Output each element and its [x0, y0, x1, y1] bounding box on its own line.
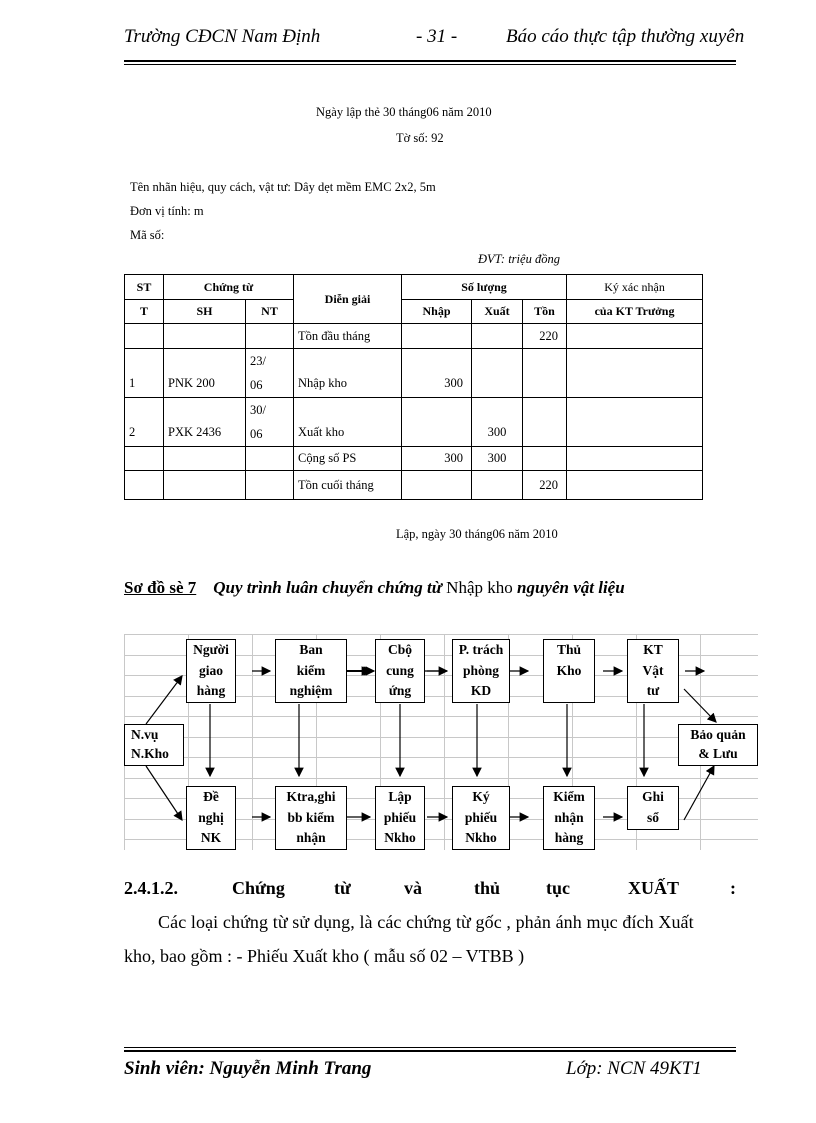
- box-text: KD: [470, 683, 492, 698]
- cell-bal: [523, 447, 567, 471]
- box-text: nhận: [554, 809, 584, 825]
- col-stt-bottom: T: [125, 300, 164, 324]
- footer-class: Lớp: NCN 49KT1: [566, 1058, 702, 1079]
- box-thu-kho: [543, 639, 595, 703]
- box-text: phòng: [462, 662, 500, 678]
- box-text: Nkho: [465, 830, 497, 845]
- subsection-number: 2.4.1.2.: [124, 878, 178, 898]
- cell-out: [472, 471, 523, 500]
- cell-sign: [567, 324, 703, 349]
- box-text: Ban: [299, 642, 323, 657]
- box-text: Người: [193, 642, 229, 657]
- box-text: Đề: [203, 789, 219, 804]
- box-text: Kiểm: [553, 789, 585, 804]
- box-text: tư: [646, 683, 660, 698]
- box-text: nghiệm: [289, 683, 333, 698]
- cell-nt: [246, 471, 294, 500]
- box-ban-kiem-nghiem: [275, 639, 347, 703]
- cell-desc: Nhập kho: [294, 349, 402, 398]
- cell-sign: [567, 447, 703, 471]
- cell-sign: [567, 471, 703, 500]
- cell-in: [402, 398, 472, 447]
- diagram-title-b: Nhập kho: [446, 578, 513, 597]
- subsection-word: :: [730, 878, 736, 898]
- col-desc: Diễn giải: [294, 275, 402, 324]
- cell-in: [402, 471, 472, 500]
- subsection-word: tục: [546, 878, 570, 898]
- box-ky-phieu-nkho: [452, 786, 510, 850]
- cell-out: [472, 349, 523, 398]
- box-text: Nkho: [384, 830, 416, 845]
- cell-bal: 220: [523, 471, 567, 500]
- diagram-title-a: Quy trình luân chuyển chứng từ: [213, 578, 442, 597]
- table-row: [125, 398, 703, 447]
- col-sign-bottom: của KT Trưởng: [567, 300, 703, 324]
- col-sign-top: Ký xác nhận: [567, 275, 703, 300]
- box-text: P. trách: [458, 642, 504, 657]
- col-out: Xuất: [472, 300, 523, 324]
- arrow-fan-up: [146, 676, 182, 724]
- cell-sh: PNK 200: [164, 349, 246, 398]
- brand-line: Tên nhãn hiệu, quy cách, vật tư: Dây dẹt mềm EMC 2x2, 5m: [130, 180, 436, 194]
- header-school: Trường CĐCN Nam Định: [124, 26, 321, 47]
- subsection-word: Chứng: [232, 878, 285, 898]
- box-text: phiếu: [464, 809, 498, 825]
- table-row: [125, 447, 703, 471]
- cell-out: 300: [472, 447, 523, 471]
- header-rule-bottom: [124, 64, 736, 65]
- box-text: Ký: [472, 789, 490, 804]
- subsection-word: XUẤT: [628, 878, 680, 898]
- box-lap-phieu-nkho: [375, 786, 425, 850]
- cell-sign: [567, 349, 703, 398]
- table-row: [125, 471, 703, 500]
- arrow-fan-down: [146, 766, 182, 820]
- box-text: Kho: [556, 662, 582, 678]
- currency-unit: ĐVT: triệu đồng: [478, 252, 560, 266]
- cell-in: [402, 324, 472, 349]
- box-kt-vat-tu: [627, 639, 679, 703]
- cell-out: [472, 324, 523, 349]
- box-text: NK: [200, 830, 222, 845]
- paragraph-line-2: kho, bao gồm : - Phiếu Xuất kho ( mẫu số 02 – VTBB ): [124, 946, 525, 966]
- box-text: N.vụ: [131, 727, 159, 742]
- cell-stt: 1: [125, 349, 164, 398]
- table-header-row: [125, 275, 703, 300]
- col-in: Nhập: [402, 300, 472, 324]
- box-text: bb kiểm: [287, 809, 335, 825]
- box-text: nghị: [198, 809, 224, 825]
- footer-rule-bottom: [124, 1050, 736, 1052]
- box-text: Ktra,ghi: [286, 789, 336, 804]
- cell-nt-month: 06: [250, 378, 263, 392]
- header-page-number: - 31 -: [416, 26, 458, 47]
- box-kiem-nhan-hang: [543, 786, 595, 850]
- cell-nt: [246, 398, 294, 447]
- cell-in: 300: [402, 349, 472, 398]
- box-text: Cbộ: [387, 642, 412, 657]
- cell-sign: [567, 398, 703, 447]
- cell-bal: [523, 349, 567, 398]
- cell-nt-day: 30/: [250, 403, 266, 417]
- col-doc: Chứng từ: [164, 275, 294, 300]
- col-sh: SH: [164, 300, 246, 324]
- cell-stt: [125, 471, 164, 500]
- arrow-right-in-top: [684, 689, 716, 722]
- signature-line: Lập, ngày 30 tháng06 năm 2010: [396, 527, 558, 541]
- cell-nt: [246, 349, 294, 398]
- cell-desc: Cộng số PS: [294, 447, 402, 471]
- cell-stt: [125, 324, 164, 349]
- unit-line: Đơn vị tính: m: [130, 204, 204, 218]
- box-text: & Lưu: [698, 746, 738, 761]
- box-de-nghi-nk: [186, 786, 236, 850]
- cell-nt: [246, 324, 294, 349]
- code-line: Mã số:: [130, 228, 165, 242]
- subsection-word: từ: [334, 878, 351, 898]
- box-text: phiếu: [383, 809, 417, 825]
- box-text: hàng: [196, 683, 226, 698]
- sheet-number: Tờ số: 92: [396, 131, 444, 145]
- cell-desc: Tồn cuối tháng: [294, 471, 402, 500]
- cell-stt: 2: [125, 398, 164, 447]
- cell-out: 300: [472, 398, 523, 447]
- stock-card-table: [124, 274, 703, 500]
- cell-nt: [246, 447, 294, 471]
- box-text: cung: [386, 662, 414, 678]
- box-text: Ghi: [642, 789, 664, 804]
- cell-in: 300: [402, 447, 472, 471]
- box-text: N.Kho: [131, 746, 169, 761]
- box-text: Lập: [388, 789, 412, 804]
- box-text: Vật: [642, 662, 664, 678]
- paragraph-line-1: Các loại chứng từ sử dụng, là các chứng từ gốc , phản ánh mục đích Xuất: [158, 912, 694, 932]
- box-ghi-so: [627, 786, 679, 830]
- cell-sh: [164, 324, 246, 349]
- col-qty: Số lượng: [402, 275, 567, 300]
- header-report-title: Báo cáo thực tập thường xuyên: [506, 26, 745, 47]
- flow-diagram: [124, 634, 758, 850]
- cell-bal: 220: [523, 324, 567, 349]
- diagram-title: [124, 578, 625, 598]
- cell-bal: [523, 398, 567, 447]
- header-rule-top: [124, 60, 736, 62]
- footer-student: Sinh viên: Nguyễn Minh Trang: [124, 1058, 372, 1079]
- box-nvu-nkho: [124, 724, 184, 766]
- box-text: Bảo quản: [690, 727, 746, 742]
- cell-sh: PXK 2436: [164, 398, 246, 447]
- cell-sh: [164, 447, 246, 471]
- box-cbo-cung-ung: [375, 639, 425, 703]
- cell-desc: Tồn đầu tháng: [294, 324, 402, 349]
- box-p-trach-phong-kd: [452, 639, 510, 703]
- footer-rule-top: [124, 1047, 736, 1048]
- box-text: Thủ: [556, 642, 582, 657]
- cell-desc: Xuất kho: [294, 398, 402, 447]
- box-text: sổ: [646, 809, 659, 825]
- diagram-label: Sơ đồ sè 7: [124, 578, 197, 597]
- subsection-word: thủ: [474, 878, 501, 898]
- box-ktra-ghi-bb: [275, 786, 347, 850]
- box-text: ứng: [388, 683, 412, 698]
- col-stt-top: ST: [125, 275, 164, 300]
- table-subheader-row: [125, 300, 703, 324]
- box-bao-quan: [678, 724, 758, 766]
- box-text: hàng: [554, 830, 584, 845]
- col-bal: Tồn: [523, 300, 567, 324]
- col-nt: NT: [246, 300, 294, 324]
- cell-nt-month: 06: [250, 427, 263, 441]
- cell-sh: [164, 471, 246, 500]
- card-date: Ngày lập thẻ 30 tháng06 năm 2010: [316, 105, 492, 119]
- table-row: [125, 349, 703, 398]
- cell-nt-day: 23/: [250, 354, 266, 368]
- subsection-word: và: [404, 878, 422, 898]
- box-text: kiểm: [296, 662, 326, 678]
- box-text: giao: [198, 662, 223, 678]
- box-nguoi-giao-hang: [186, 639, 236, 703]
- table-row: [125, 324, 703, 349]
- cell-stt: [125, 447, 164, 471]
- diagram-title-c: nguyên vật liệu: [517, 578, 625, 597]
- arrow-right-in-bottom: [684, 766, 714, 820]
- box-text: nhận: [296, 830, 326, 845]
- box-text: KT: [643, 642, 663, 657]
